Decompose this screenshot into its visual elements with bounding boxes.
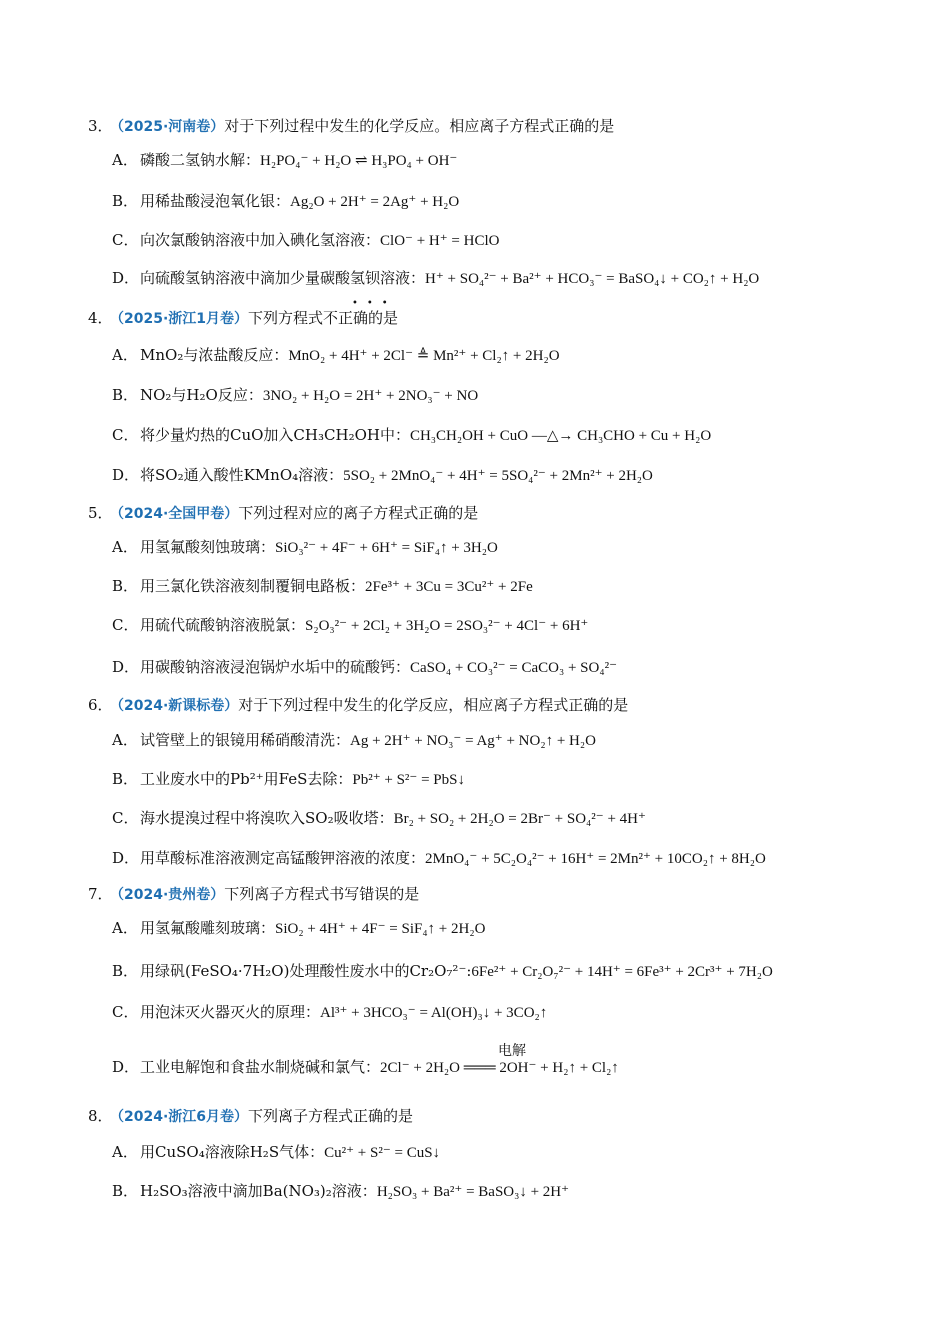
question-source: （2024·浙江6月卷） <box>110 1109 249 1125</box>
question-4 <box>88 308 398 329</box>
equation: Ag₂O + 2H⁺ = 2Ag⁺ + H₂O <box>290 194 460 210</box>
question-number: 5． <box>88 504 113 522</box>
option-8a: A． 用CuSO₄溶液除H₂S气体：Cu²⁺ + S²⁻ = CuS↓ <box>112 1143 441 1161</box>
option-3d: D．向硫酸氢钠溶液中滴加少量碳酸氢钡溶液：H⁺ + SO₄²⁻ + Ba²⁺ + HCO₃⁻ = BaSO₄↓ + CO₂↑ + H₂O <box>112 269 760 287</box>
option-7a: A． 用氢氟酸雕刻玻璃：SiO₂ + 4H⁺ + 4F⁻ = SiF₄↑ + 2H₂O <box>112 919 486 937</box>
equation: 2Fe³⁺ + 3Cu = 3Cu²⁺ + 2Fe <box>365 579 533 595</box>
question-source: （2024·新课标卷） <box>110 698 239 714</box>
equation: 2MnO₄⁻ + 5C₂O₄²⁻ + 16H⁺ = 2Mn²⁺ + 10CO₂↑ + 8H₂O <box>425 851 766 867</box>
equation: H⁺ + SO₄²⁻ + Ba²⁺ + HCO₃⁻ = BaSO₄↓ + CO₂↑ + H₂O <box>425 271 760 287</box>
option-5b: B． 用三氯化铁溶液刻制覆铜电路板：2Fe³⁺ + 3Cu = 3Cu²⁺ + 2Fe <box>112 577 533 595</box>
equation: CH₃CH₂OH + CuO ―△→ CH₃CHO + Cu + H₂O <box>409 428 712 444</box>
question-number: 4． <box>88 309 113 327</box>
equation: 6Fe²⁺ + Cr₂O₇²⁻ + 14H⁺ = 6Fe³⁺ + 2Cr³⁺ + 7H₂O <box>471 964 773 980</box>
equation: Cu²⁺ + S²⁻ = CuS↓ <box>324 1145 441 1161</box>
equation: H₂SO₃ + Ba²⁺ = BaSO₃↓ + 2H⁺ <box>376 1184 570 1200</box>
equation: H₂PO₄⁻ + H₂O ⇌ H₃PO₄ + OH⁻ <box>260 153 458 169</box>
equation: Pb²⁺ + S²⁻ = PbS↓ <box>352 772 465 788</box>
equation: Al³⁺ + 3HCO₃⁻ = Al(OH)₃↓ + 3CO₂↑ <box>320 1005 548 1021</box>
option-6c: C． 海水提溴过程中将溴吹入SO₂吸收塔：Br₂ + SO₂ + 2H₂O = 2Br⁻ + SO₄²⁻ + 4H⁺ <box>112 809 646 827</box>
question-stem: 对于下列过程中发生的化学反应。相应离子方程式正确的是 <box>224 117 615 135</box>
question-stem: 对于下列过程中发生的化学反应，相应离子方程式正确的是 <box>238 696 629 714</box>
equation: ClO⁻ + H⁺ = HClO <box>380 233 500 249</box>
option-4d: D．将SO₂通入酸性KMnO₄溶液：5SO₂ + 2MnO₄⁻ + 4H⁺ = 5SO₄²⁻ + 2Mn²⁺ + 2H₂O <box>112 466 653 484</box>
question-stem: 下列离子方程式书写错误的是 <box>224 885 420 903</box>
question-source: （2025·河南卷） <box>110 119 225 135</box>
option-6b: B． 工业废水中的Pb²⁺用FeS去除：Pb²⁺ + S²⁻ = PbS↓ <box>112 770 465 788</box>
question-number: 6． <box>88 696 113 714</box>
question-3 <box>88 116 614 137</box>
question-5 <box>88 503 478 524</box>
option-7b: B． 用绿矾(FeSO₄·7H₂O)处理酸性废水中的Cr₂O₇²⁻:6Fe²⁺ + Cr₂O₇²⁻ + 14H⁺ = 6Fe³⁺ + 2Cr³⁺ + 7H₂O <box>112 962 773 980</box>
option-5d: D．用碳酸钠溶液浸泡锅炉水垢中的硫酸钙：CaSO₄ + CO₃²⁻ = CaCO₃ + SO₄²⁻ <box>112 658 617 676</box>
option-3c: C． 向次氯酸钠溶液中加入碘化氢溶液：ClO⁻ + H⁺ = HClO <box>112 231 500 249</box>
option-3b: B． 用稀盐酸浸泡氧化银：Ag₂O + 2H⁺ = 2Ag⁺ + H₂O <box>112 192 460 210</box>
option-5c: C． 用硫代硫酸钠溶液脱氯：S₂O₃²⁻ + 2Cl₂ + 3H₂O = 2SO₃²⁻ + 4Cl⁻ + 6H⁺ <box>112 616 589 634</box>
question-number: 7． <box>88 885 113 903</box>
option-7c: C． 用泡沫灭火器灭火的原理：Al³⁺ + 3HCO₃⁻ = Al(OH)₃↓ + 3CO₂↑ <box>112 1003 548 1021</box>
question-stem: 下列过程对应的离子方程式正确的是 <box>238 504 479 522</box>
equation: 3NO₂ + H₂O = 2H⁺ + 2NO₃⁻ + NO <box>262 388 479 404</box>
question-stem: 下列方程式不正确的是 <box>248 309 399 327</box>
question-source: （2024·全国甲卷） <box>110 506 239 522</box>
equation: 2Cl⁻ + 2H₂O ═══ 2OH⁻ + H₂↑ + Cl₂↑ <box>380 1060 619 1076</box>
option-4a: A． MnO₂与浓盐酸反应：MnO₂ + 4H⁺ + 2Cl⁻ ≜ Mn²⁺ + Cl₂↑ + 2H₂O <box>112 346 560 364</box>
equation: SiO₂ + 4H⁺ + 4F⁻ = SiF₄↑ + 2H₂O <box>275 921 486 937</box>
question-7 <box>88 884 419 905</box>
option-6a: A． 试管壁上的银镜用稀硝酸清洗：Ag + 2H⁺ + NO₃⁻ = Ag⁺ + NO₂↑ + H₂O <box>112 731 596 749</box>
equation: S₂O₃²⁻ + 2Cl₂ + 3H₂O = 2SO₃²⁻ + 4Cl⁻ + 6H⁺ <box>305 618 589 634</box>
equation: 5SO₂ + 2MnO₄⁻ + 4H⁺ = 5SO₄²⁻ + 2Mn²⁺ + 2H₂O <box>343 468 653 484</box>
question-source: （2025·浙江1月卷） <box>110 311 249 327</box>
question-stem: 下列离子方程式正确的是 <box>248 1107 414 1125</box>
emphasis-dots: ••• <box>352 298 397 309</box>
equation: Br₂ + SO₂ + 2H₂O = 2Br⁻ + SO₄²⁻ + 4H⁺ <box>393 811 646 827</box>
question-number: 3． <box>88 117 113 135</box>
option-7d: D．工业电解饱和食盐水制烧碱和氯气：2Cl⁻ + 2H₂O ═══ 2OH⁻ + H₂↑ + Cl₂↑ <box>112 1058 619 1076</box>
question-source: （2024·贵州卷） <box>110 887 225 903</box>
question-6 <box>88 695 628 716</box>
option-6d: D．用草酸标准溶液测定高锰酸钾溶液的浓度：2MnO₄⁻ + 5C₂O₄²⁻ + 16H⁺ = 2Mn²⁺ + 10CO₂↑ + 8H₂O <box>112 849 766 867</box>
equation: MnO₂ + 4H⁺ + 2Cl⁻ ≜ Mn²⁺ + Cl₂↑ + 2H₂O <box>288 348 560 364</box>
question-8 <box>88 1106 413 1127</box>
option-3a: A． 磷酸二氢钠水解：H₂PO₄⁻ + H₂O ⇌ H₃PO₄ + OH⁻ <box>112 151 458 169</box>
electrolysis-label: 电解 <box>498 1043 526 1059</box>
equation: Ag + 2H⁺ + NO₃⁻ = Ag⁺ + NO₂↑ + H₂O <box>350 733 596 749</box>
equation: CaSO₄ + CO₃²⁻ = CaCO₃ + SO₄²⁻ <box>410 660 617 676</box>
option-8b: B． H₂SO₃溶液中滴加Ba(NO₃)₂溶液：H₂SO₃ + Ba²⁺ = BaSO₃↓ + 2H⁺ <box>112 1182 570 1200</box>
equation: SiO₃²⁻ + 4F⁻ + 6H⁺ = SiF₄↑ + 3H₂O <box>275 540 498 556</box>
question-number: 8． <box>88 1107 113 1125</box>
option-4c: C． 将少量灼热的CuO加入CH₃CH₂OH中：CH₃CH₂OH + CuO ―△→ CH₃CHO + Cu + H₂O <box>112 426 712 444</box>
option-4b: B． NO₂与H₂O反应：3NO₂ + H₂O = 2H⁺ + 2NO₃⁻ + NO <box>112 386 479 404</box>
option-5a: A． 用氢氟酸刻蚀玻璃：SiO₃²⁻ + 4F⁻ + 6H⁺ = SiF₄↑ + 3H₂O <box>112 538 498 556</box>
